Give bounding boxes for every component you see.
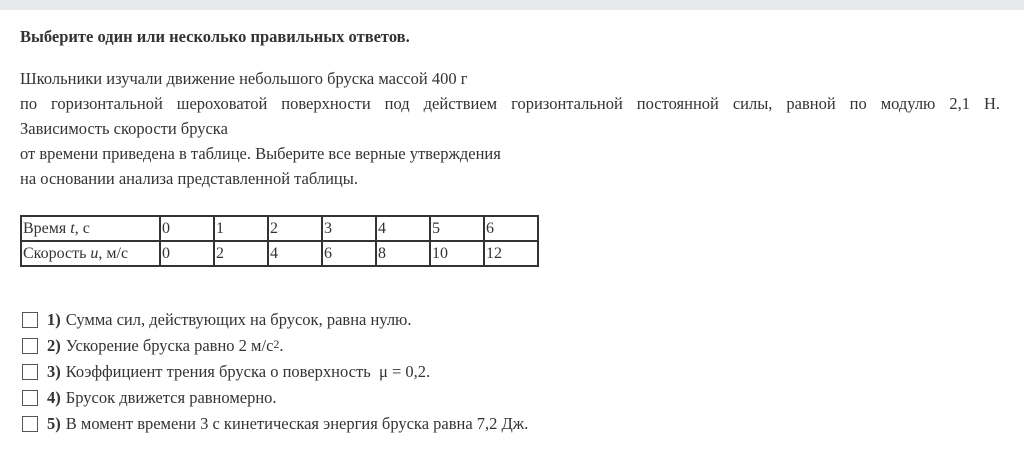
speed-cell: 2 [214, 241, 268, 266]
option-number: 5) [47, 414, 61, 433]
problem-statement [20, 66, 1000, 191]
answer-option-1[interactable] [22, 307, 528, 333]
data-table [20, 215, 539, 267]
answer-option-2[interactable] [22, 333, 528, 359]
option-text: В момент времени 3 с кинетическая энергия бруска равна 7,2 Дж. [65, 414, 529, 433]
speed-cell: 6 [322, 241, 376, 266]
checkbox-icon[interactable] [22, 338, 38, 354]
problem-line: от времени приведена в таблице. Выберите все верные утверждения [20, 144, 501, 163]
speed-row [21, 241, 538, 266]
answer-option-4[interactable] [22, 385, 528, 411]
option-number: 4) [47, 388, 61, 407]
checkbox-icon[interactable] [22, 364, 38, 380]
problem-line: по горизонтальной шероховатой поверхности под действием горизонтальной постоянной силы, равной по модулю 2,1 Н. [20, 94, 1000, 113]
speed-header-cell [21, 241, 160, 266]
problem-line: Зависимость скорости бруска [20, 119, 228, 138]
option-text-tail: . [279, 336, 284, 355]
speed-unit: , м/с [98, 245, 129, 262]
time-cell: 4 [376, 216, 430, 241]
option-number: 3) [47, 362, 61, 381]
problem-line: Школьники изучали движение небольшого бруска массой 400 г [20, 69, 468, 88]
time-label: Время [23, 220, 67, 237]
speed-symbol: u [90, 245, 99, 262]
time-unit: , с [74, 220, 90, 237]
option-text: Ускорение бруска равно 2 м/с [65, 336, 274, 355]
checkbox-icon[interactable] [22, 312, 38, 328]
time-cell: 0 [160, 216, 214, 241]
option-text: Брусок движется равномерно. [65, 388, 277, 407]
top-bar [0, 0, 1024, 10]
problem-line: на основании анализа представленной таблицы. [20, 169, 358, 188]
speed-cell: 0 [160, 241, 214, 266]
speed-cell: 10 [430, 241, 484, 266]
time-cell: 3 [322, 216, 376, 241]
option-text: Коэффициент трения бруска о поверхность μ = 0,2. [65, 362, 431, 381]
option-number: 1) [47, 310, 61, 329]
task-instruction: Выберите один или несколько правильных ответов. [20, 27, 410, 46]
time-cell: 6 [484, 216, 538, 241]
option-number: 2) [47, 336, 61, 355]
answer-options [22, 307, 528, 437]
speed-label: Скорость [23, 245, 87, 262]
speed-cell: 12 [484, 241, 538, 266]
option-superscript: 2 [273, 336, 280, 351]
answer-option-5[interactable] [22, 411, 528, 437]
time-row [21, 216, 538, 241]
option-text: Сумма сил, действующих на брусок, равна нулю. [65, 310, 412, 329]
checkbox-icon[interactable] [22, 390, 38, 406]
speed-cell: 4 [268, 241, 322, 266]
time-cell: 1 [214, 216, 268, 241]
checkbox-icon[interactable] [22, 416, 38, 432]
time-cell: 5 [430, 216, 484, 241]
time-cell: 2 [268, 216, 322, 241]
time-header-cell [21, 216, 160, 241]
speed-cell: 8 [376, 241, 430, 266]
time-symbol: t [70, 220, 75, 237]
answer-option-3[interactable] [22, 359, 528, 385]
